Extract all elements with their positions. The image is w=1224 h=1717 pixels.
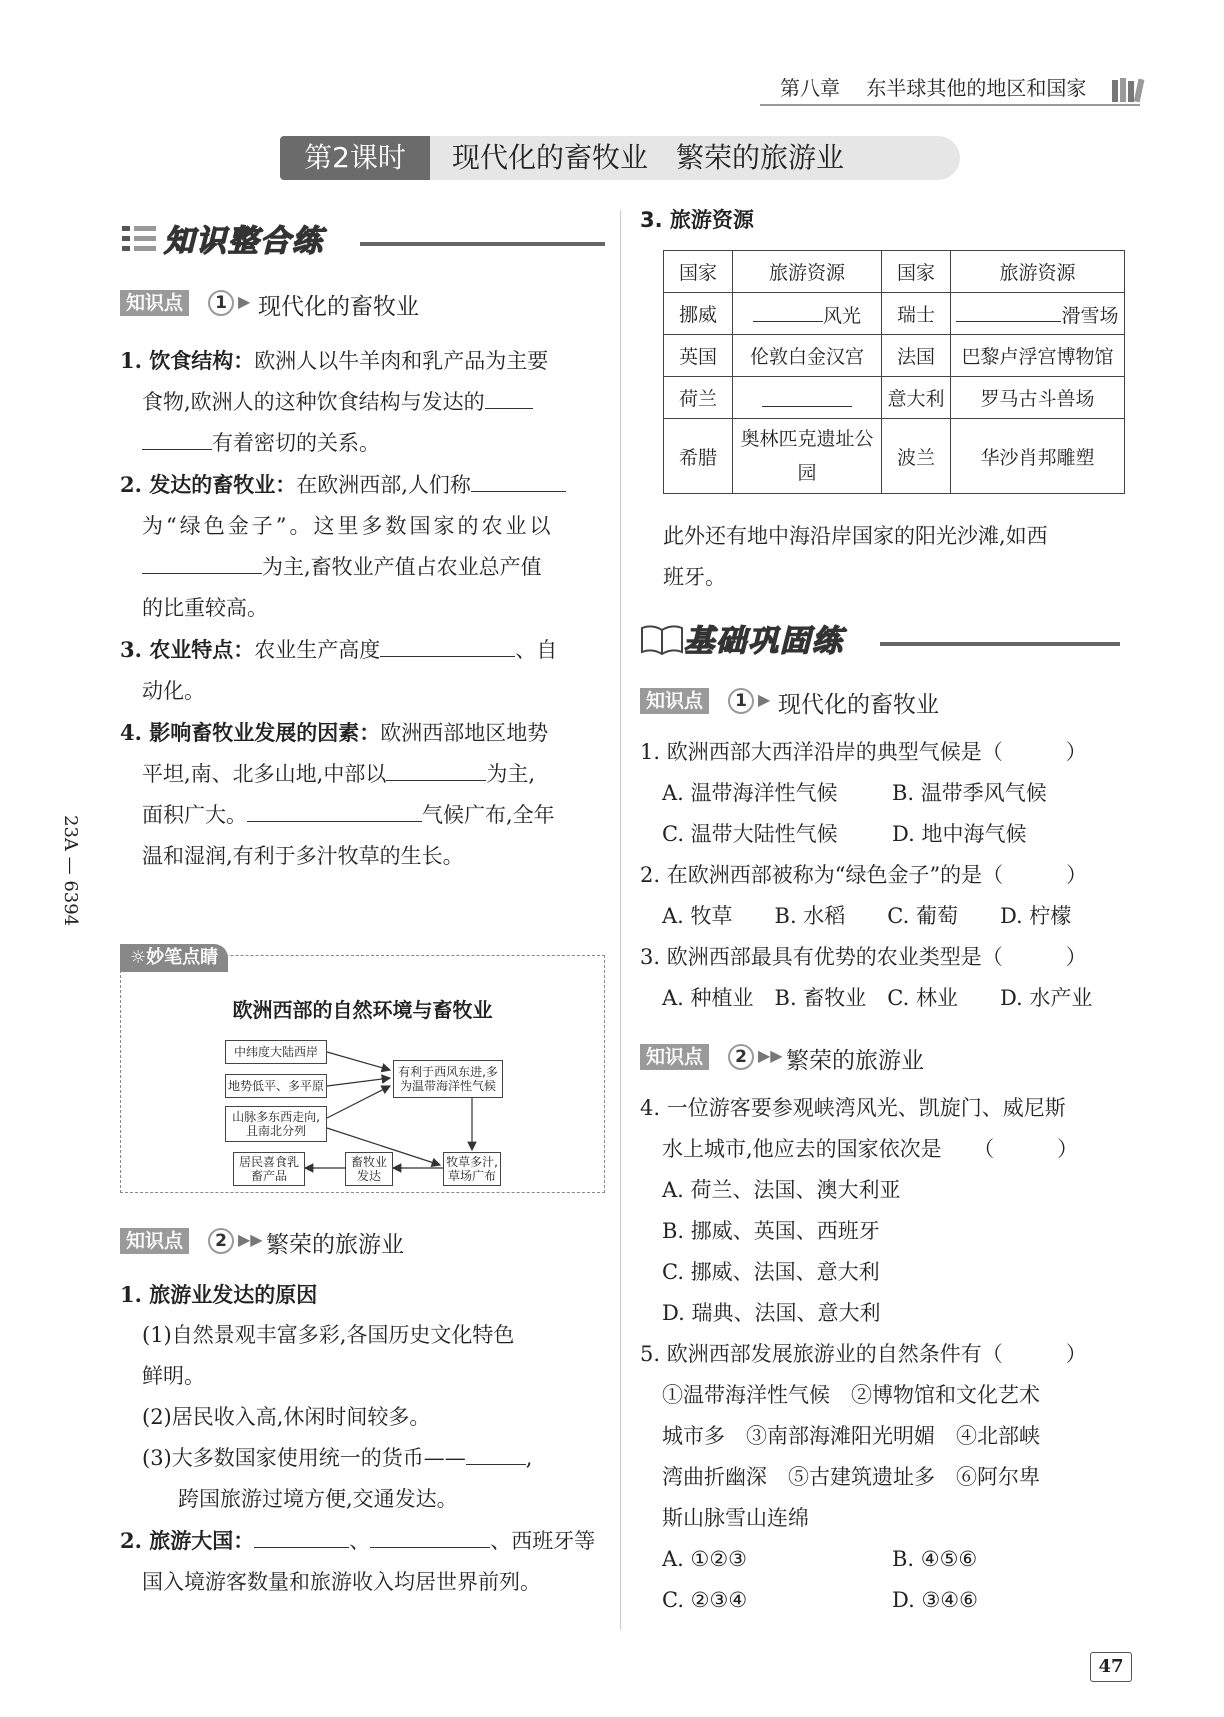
answer-blank[interactable] [471,469,566,492]
options-row[interactable]: A. 牧草 B. 水稻 C. 葡萄 D. 柠檬 [662,904,1072,928]
option[interactable]: B. ④⑤⑥ [892,1547,978,1571]
option[interactable]: A. 荷兰、法国、澳大利亚 [662,1178,901,1202]
tourism-resources-table [663,250,1125,494]
practice-questions-2: 4. 一位游客要参观峡湾风光、凯旋门、威尼斯 水上城市,他应去的国家依次是 （ ） A. 荷兰、法国、澳大利亚 B. 挪威、英国、西班牙 C. 挪威、法国、意大利 D. 瑞典、法国、意大利 5. 欧洲西部发展旅游业的自然条件有（ ） ①温带海洋性气候 ②博物馆和文化艺术 城市多 ③南部海滩阳光明媚 ④北部峡 湾曲折幽深 ⑤古建筑遗址多 ⑥阿尔卑 斯山脉雪山连绵 A. ①②③ B. ④⑤⑥ C. ②③④ D. ③④⑥ [640,1088,1125,1621]
option[interactable]: C. 挪威、法国、意大利 [662,1260,880,1284]
books-icon [1110,76,1150,104]
question-4: 4. 一位游客要参观峡湾风光、凯旋门、威尼斯 [640,1096,1066,1120]
option[interactable]: B. 挪威、英国、西班牙 [662,1219,880,1243]
knowledge-point-2-practice [640,1042,1125,1072]
answer-blank[interactable] [753,299,823,322]
play-arrow-icon: ▶ [758,690,771,709]
kp-name: 繁荣的旅游业 [786,1048,924,1074]
diagram-box: 有利于西风东进,多为温带海洋性气候 [393,1060,503,1098]
kp-tag: 知识点 [640,688,709,714]
lesson-title-banner [280,136,960,180]
kp-tag: 知识点 [120,290,189,316]
kp-tag: 知识点 [120,1228,189,1254]
knowledge-point-1-practice [640,686,1125,716]
side-code: 23A — 6394 [60,815,81,927]
answer-blank[interactable] [142,551,262,574]
diagram-box: 中纬度大陆西岸 [225,1040,327,1064]
chapter-number: 第八章 [780,76,840,100]
option[interactable]: D. ③④⑥ [892,1588,978,1612]
option[interactable]: B. 温带季风气候 [892,781,1047,805]
diagram-title: 欧洲西部的自然环境与畜牧业 [232,998,493,1022]
note-factors: 4. 影响畜牧业发展的因素：欧洲西部地区地势 [120,720,549,745]
table-header-row: 国家 旅游资源 国家 旅游资源 [664,251,1125,293]
page-number: 47 [1090,1652,1132,1682]
answer-blank[interactable] [370,1525,490,1548]
answer-blank[interactable] [254,1525,349,1548]
option[interactable]: A. 温带海洋性气候 [662,781,838,805]
open-book-icon [640,622,684,656]
diagram-box: 居民喜食乳畜产品 [233,1152,305,1186]
note-diet: 1. 饮食结构：欧洲人以牛羊肉和乳产品为主要 [120,348,549,373]
resources-heading: 3. 旅游资源 [640,208,754,232]
question-2: 2. 在欧洲西部被称为“绿色金子”的是（ ） [640,863,1088,887]
kp-number: 1 [208,290,234,316]
question-5: 5. 欧洲西部发展旅游业的自然条件有（ ） [640,1342,1087,1366]
answer-blank[interactable] [380,634,515,657]
flow-diagram [225,1040,525,1188]
kp-number: 1 [728,688,754,714]
banner-rule [880,642,1120,646]
section-banner-text: 基础巩固练 [684,624,844,659]
option[interactable]: C. ②③④ [662,1588,748,1612]
chapter-title: 东半球其他的地区和国家 [866,76,1087,100]
table-row: 挪威 风光 瑞士 滑雪场 [664,293,1125,335]
tourism-notes: 1. 旅游业发达的原因 (1)自然景观丰富多彩,各国历史文化特色 鲜明。 (2)居民收入高,休闲时间较多。 (3)大多数国家使用统一的货币—— , 跨国旅游过境方便,交通发达。 2. 旅游大国： 、 、西班牙等 国入境游客数量和旅游收入均居世界前列。 [120,1274,605,1603]
option[interactable]: A. ①②③ [662,1547,747,1571]
header-rule [760,104,1140,106]
table-row: 荷兰 意大利 罗马古斗兽场 [664,377,1125,419]
play-arrow-icon: ▶▶ [238,1230,263,1249]
livestock-notes: 1. 饮食结构：欧洲人以牛羊肉和乳产品为主要 食物,欧洲人的这种饮食结构与发达的 有着密切的关系。 2. 发达的畜牧业：在欧洲西部,人们称 为“绿色金子”。这里多数国家的农业以 为主,畜牧业产值占农业总产值 的比重较高。 3. 农业特点：农业生产高度 、自 动化。 4. 影响畜牧业发展的因素：欧洲西部地区地势 平坦,南、北多山地,中部以 为主, 面积广大。 气候广布,全年 温和湿润,有利于多汁牧草的生长。 [120,340,605,877]
diagram-box: 山脉多东西走向,且南北分列 [225,1106,327,1142]
kp-name: 繁荣的旅游业 [266,1232,404,1258]
section-banner-consolidation [640,616,1125,660]
note-livestock: 2. 发达的畜牧业：在欧洲西部,人们称 [120,464,605,506]
column-divider [620,210,621,1630]
answer-blank[interactable] [762,384,852,407]
kp-number: 2 [208,1228,234,1254]
chapter-header [780,72,1086,101]
kp-tag: 知识点 [640,1044,709,1070]
question-3: 3. 欧洲西部最具有优势的农业类型是（ ） [640,945,1087,969]
list-icon [120,222,160,256]
answer-blank[interactable] [485,386,533,409]
answer-blank[interactable] [466,1442,526,1465]
answer-blank[interactable] [386,758,486,781]
table-row: 希腊 奥林匹克遗址公园 波兰 华沙肖邦雕塑 [664,419,1125,494]
resources-note: 此外还有地中海沿岸国家的阳光沙滩,如西 班牙。 [663,524,1048,589]
knowledge-point-1 [120,288,605,318]
section-banner-text: 知识整合练 [164,224,324,259]
diagram-box: 地势低平、多平原 [225,1074,327,1098]
banner-rule [360,242,605,246]
tourism-heading: 1. 旅游业发达的原因 [120,1282,318,1307]
diagram-box: 畜牧业发达 [345,1152,393,1186]
lesson-label: 第2课时 [280,136,430,180]
diagram-box: 牧草多汁,草场广布 [443,1152,501,1186]
tip-tag: ☼妙笔点睛 [120,944,228,972]
lesson-title: 现代化的畜牧业 繁荣的旅游业 [430,136,960,180]
play-arrow-icon: ▶▶ [758,1046,783,1065]
kp-name: 现代化的畜牧业 [258,294,419,320]
answer-blank[interactable] [247,799,422,822]
note-features: 3. 农业特点：农业生产高度 、自 [120,629,605,671]
option[interactable]: D. 瑞典、法国、意大利 [662,1301,881,1325]
practice-questions-1 [640,732,1125,1019]
table-row: 英国 伦敦白金汉宫 法国 巴黎卢浮宫博物馆 [664,335,1125,377]
section-banner-integration [120,216,605,260]
play-arrow-icon: ▶ [238,292,251,311]
answer-blank[interactable] [142,427,212,450]
knowledge-point-2 [120,1226,605,1256]
question-1: 1. 欧洲西部大西洋沿岸的典型气候是（ ） [640,740,1087,764]
kp-number: 2 [728,1044,754,1070]
option[interactable]: C. 温带大陆性气候 [662,822,838,846]
answer-blank[interactable] [956,299,1061,322]
kp-name: 现代化的畜牧业 [778,692,939,718]
option[interactable]: D. 地中海气候 [892,822,1027,846]
options-row[interactable]: A. 种植业 B. 畜牧业 C. 林业 D. 水产业 [662,986,1093,1010]
